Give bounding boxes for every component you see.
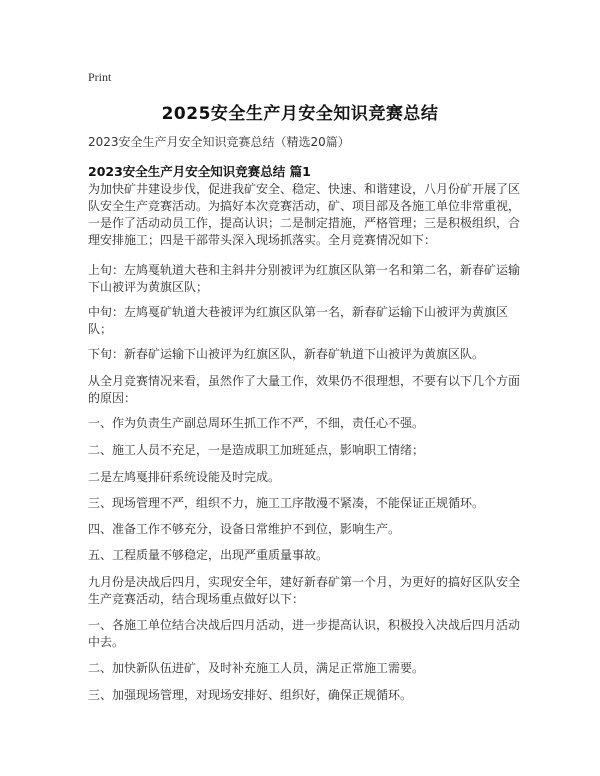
paragraph: 一、作为负责生产副总周环生抓工作不严，不细，责任心不强。	[88, 416, 425, 430]
paragraph: 二是左鸠戛排矸系统设能及时完成。	[88, 470, 281, 484]
paragraph: 为加快矿井建设步伐，促进我矿安全、稳定、快速、和谐建设，八月份矿开展了区队安全生产竞赛活动。为搞好本次竞赛活动，矿、项目部及各施工单位非常重视，一是作了活动动员工作，提高认识；二是制定措施，严格管理；三是积极组织，合理安排施工；四是干部带头深入现场抓落实。全月竞赛情况如下：	[88, 182, 521, 247]
paragraph: 中旬：左鸠戛矿轨道大巷被评为红旗区队第一名，新春矿运输下山被评为黄旗区队；	[88, 305, 509, 336]
page-title: 2025安全生产月安全知识竞赛总结	[161, 104, 439, 124]
paragraph: 从全月竞赛情况来看，虽然作了大量工作，效果仍不很理想，不要有以下几个方面的原因：	[88, 374, 521, 405]
paragraph: 二、施工人员不充足，一是造成职工加班延点，影响职工情绪；	[88, 443, 425, 457]
paragraph: 上旬：左鸠戛轨道大巷和主斜井分别被评为红旗区队第一名和第二名，新春矿运输下山被评为黄旗区队；	[88, 263, 521, 294]
paragraph: 三、加强现场管理，对现场安排好、组织好，确保正规循环。	[88, 688, 413, 702]
paragraph: 九月份是决战后四月，实现安全年，建好新春矿第一个月，为更好的搞好区队安全生产竞赛活动，结合现场重点做好以下：	[88, 575, 521, 606]
paragraph: 一、各施工单位结合决战后四月活动，进一步提高认识，积极投入决战后四月活动中去。	[88, 618, 521, 649]
paragraph: 二、加快新队伍进矿，及时补充施工人员，满足正常施工需要。	[88, 661, 425, 675]
print-link[interactable]: Print	[88, 70, 112, 84]
document-subtitle: 2023安全生产月安全知识竞赛总结（精选20篇）	[88, 135, 350, 149]
paragraph: 三、现场管理不严，组织不力，施工工序散漫不紧凑，不能保证正规循环。	[88, 496, 485, 510]
paragraph: 五、工程质量不够稳定，出现严重质量事故。	[88, 548, 329, 562]
paragraph: 四、准备工作不够充分，设备日常维护不到位，影响生产。	[88, 522, 401, 536]
paragraph: 下旬：新春矿运输下山被评为红旗区队，新春矿轨道下山被评为黄旗区队。	[88, 347, 485, 361]
section-heading: 2023安全生产月安全知识竞赛总结 篇1	[88, 164, 311, 179]
